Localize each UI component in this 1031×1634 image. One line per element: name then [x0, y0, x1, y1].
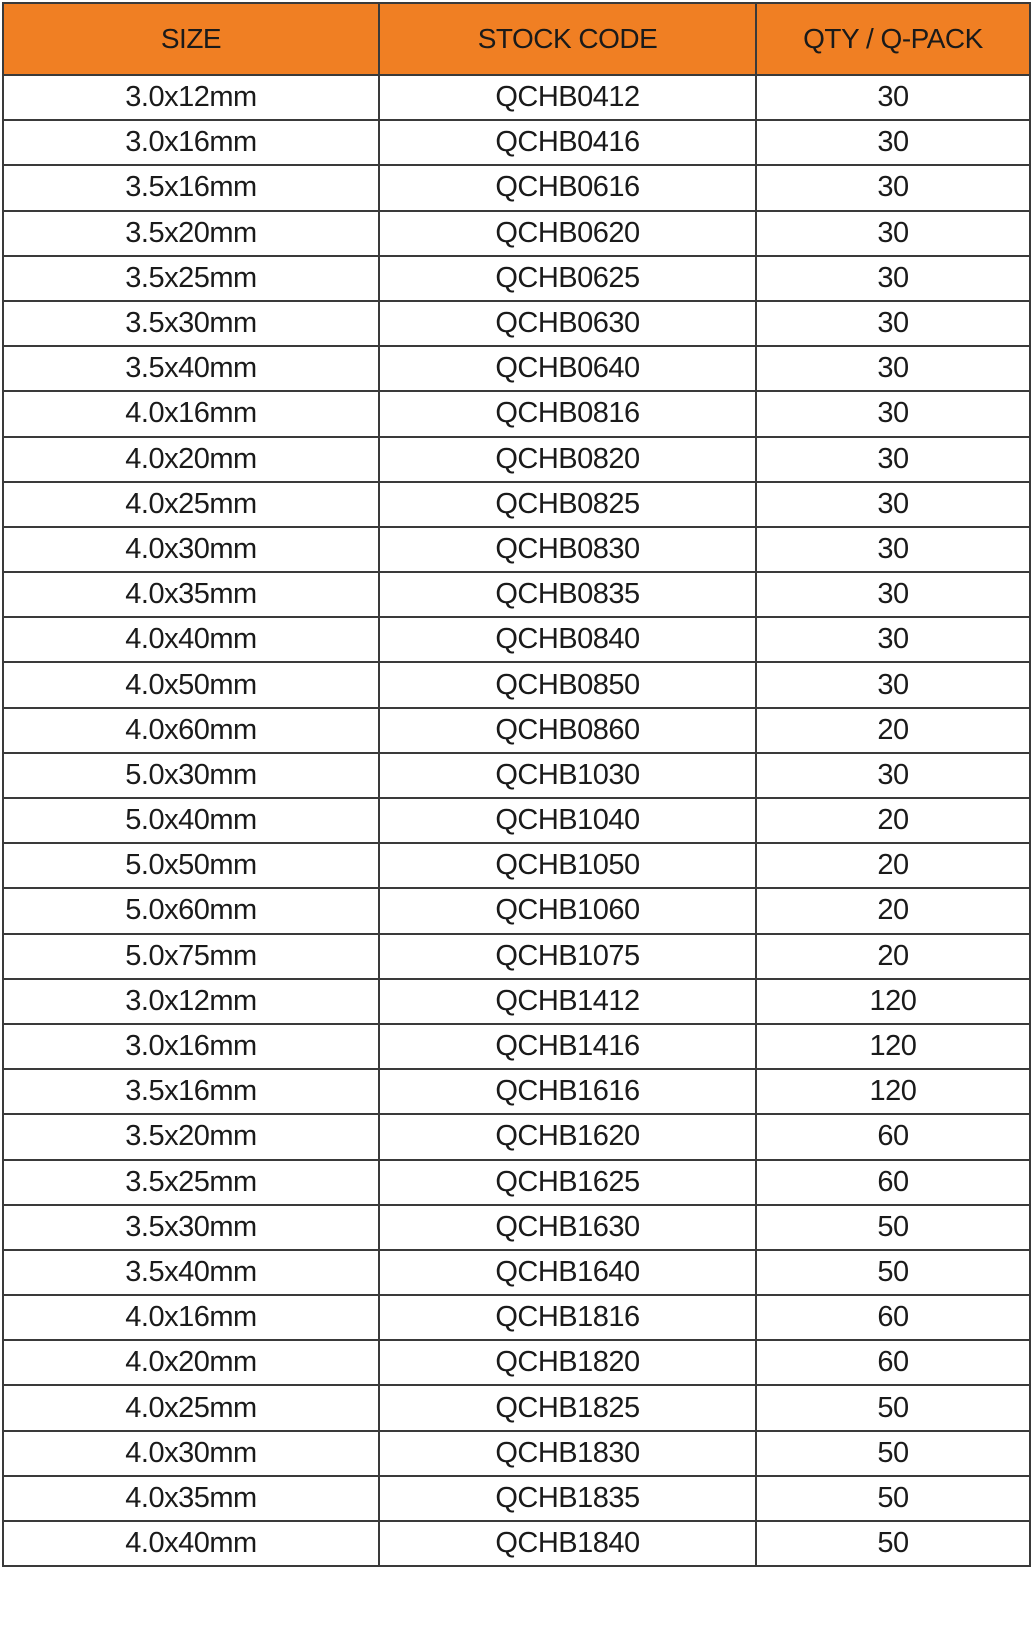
stock-code-cell: QCHB0620 — [379, 211, 756, 256]
stock-code-cell: QCHB0830 — [379, 527, 756, 572]
table-row — [3, 527, 1030, 572]
stock-code-cell: QCHB1030 — [379, 753, 756, 798]
stock-code-cell: QCHB1040 — [379, 798, 756, 843]
size-cell: 4.0x25mm — [3, 482, 379, 527]
table-row — [3, 934, 1030, 979]
qty-cell: 30 — [756, 256, 1030, 301]
stock-code-cell: QCHB0820 — [379, 437, 756, 482]
table-row — [3, 979, 1030, 1024]
qty-cell: 120 — [756, 1024, 1030, 1069]
table-row — [3, 1024, 1030, 1069]
table-row — [3, 1160, 1030, 1205]
qty-cell: 20 — [756, 888, 1030, 933]
table-row — [3, 662, 1030, 707]
size-cell: 3.5x30mm — [3, 1205, 379, 1250]
table-row — [3, 346, 1030, 391]
table-row — [3, 572, 1030, 617]
qty-cell: 30 — [756, 75, 1030, 120]
qty-cell: 30 — [756, 391, 1030, 436]
table-row — [3, 1295, 1030, 1340]
table-row — [3, 165, 1030, 210]
table-row — [3, 1431, 1030, 1476]
size-cell: 3.5x40mm — [3, 1250, 379, 1295]
table-row — [3, 437, 1030, 482]
size-cell: 4.0x20mm — [3, 437, 379, 482]
size-cell: 4.0x16mm — [3, 1295, 379, 1340]
qty-cell: 20 — [756, 934, 1030, 979]
size-cell: 3.5x16mm — [3, 165, 379, 210]
qty-cell: 30 — [756, 662, 1030, 707]
product-table — [2, 2, 1031, 1567]
table-row — [3, 256, 1030, 301]
table-row — [3, 1521, 1030, 1566]
size-cell: 4.0x20mm — [3, 1340, 379, 1385]
stock-code-cell: QCHB0416 — [379, 120, 756, 165]
size-cell: 3.5x30mm — [3, 301, 379, 346]
stock-code-cell: QCHB0616 — [379, 165, 756, 210]
stock-code-cell: QCHB1630 — [379, 1205, 756, 1250]
size-cell: 3.5x20mm — [3, 211, 379, 256]
table-row — [3, 120, 1030, 165]
qty-cell: 30 — [756, 346, 1030, 391]
stock-code-cell: QCHB1050 — [379, 843, 756, 888]
table-row — [3, 1114, 1030, 1159]
size-cell: 3.0x16mm — [3, 120, 379, 165]
stock-code-cell: QCHB0835 — [379, 572, 756, 617]
stock-code-cell: QCHB1616 — [379, 1069, 756, 1114]
qty-cell: 30 — [756, 165, 1030, 210]
size-cell: 3.5x25mm — [3, 1160, 379, 1205]
stock-code-cell: QCHB1825 — [379, 1385, 756, 1430]
header-row — [3, 3, 1030, 75]
size-cell: 3.5x40mm — [3, 346, 379, 391]
table-row — [3, 211, 1030, 256]
size-cell: 3.0x16mm — [3, 1024, 379, 1069]
stock-code-cell: QCHB0630 — [379, 301, 756, 346]
table-row — [3, 753, 1030, 798]
table-row — [3, 1476, 1030, 1521]
size-cell: 3.5x20mm — [3, 1114, 379, 1159]
qty-cell: 60 — [756, 1160, 1030, 1205]
qty-cell: 60 — [756, 1340, 1030, 1385]
size-cell: 4.0x30mm — [3, 1431, 379, 1476]
qty-cell: 20 — [756, 798, 1030, 843]
size-cell: 5.0x50mm — [3, 843, 379, 888]
stock-code-cell: QCHB0816 — [379, 391, 756, 436]
table-row — [3, 391, 1030, 436]
table-row — [3, 708, 1030, 753]
table-row — [3, 798, 1030, 843]
header-qty: QTY / Q-PACK — [756, 3, 1030, 75]
table-row — [3, 1340, 1030, 1385]
qty-cell: 30 — [756, 617, 1030, 662]
qty-cell: 30 — [756, 301, 1030, 346]
qty-cell: 30 — [756, 120, 1030, 165]
stock-code-cell: QCHB1412 — [379, 979, 756, 1024]
qty-cell: 60 — [756, 1114, 1030, 1159]
size-cell: 3.5x25mm — [3, 256, 379, 301]
size-cell: 3.0x12mm — [3, 979, 379, 1024]
stock-code-cell: QCHB1416 — [379, 1024, 756, 1069]
qty-cell: 50 — [756, 1250, 1030, 1295]
size-cell: 4.0x50mm — [3, 662, 379, 707]
stock-code-cell: QCHB0825 — [379, 482, 756, 527]
size-cell: 4.0x35mm — [3, 572, 379, 617]
qty-cell: 30 — [756, 211, 1030, 256]
qty-cell: 60 — [756, 1295, 1030, 1340]
stock-code-cell: QCHB1075 — [379, 934, 756, 979]
size-cell: 4.0x35mm — [3, 1476, 379, 1521]
stock-code-cell: QCHB1816 — [379, 1295, 756, 1340]
qty-cell: 50 — [756, 1521, 1030, 1566]
qty-cell: 30 — [756, 437, 1030, 482]
table-row — [3, 1385, 1030, 1430]
size-cell: 5.0x75mm — [3, 934, 379, 979]
stock-code-cell: QCHB0850 — [379, 662, 756, 707]
qty-cell: 50 — [756, 1476, 1030, 1521]
stock-code-cell: QCHB1620 — [379, 1114, 756, 1159]
table-row — [3, 75, 1030, 120]
table-row — [3, 1250, 1030, 1295]
qty-cell: 20 — [756, 708, 1030, 753]
size-cell: 5.0x60mm — [3, 888, 379, 933]
qty-cell: 30 — [756, 572, 1030, 617]
stock-code-cell: QCHB0640 — [379, 346, 756, 391]
stock-code-cell: QCHB1830 — [379, 1431, 756, 1476]
stock-code-cell: QCHB1625 — [379, 1160, 756, 1205]
header-stock-code: STOCK CODE — [379, 3, 756, 75]
table-row — [3, 1069, 1030, 1114]
qty-cell: 50 — [756, 1385, 1030, 1430]
table-row — [3, 301, 1030, 346]
stock-code-cell: QCHB1835 — [379, 1476, 756, 1521]
qty-cell: 30 — [756, 527, 1030, 572]
qty-cell: 120 — [756, 1069, 1030, 1114]
qty-cell: 50 — [756, 1431, 1030, 1476]
stock-code-cell: QCHB0860 — [379, 708, 756, 753]
size-cell: 4.0x30mm — [3, 527, 379, 572]
size-cell: 3.0x12mm — [3, 75, 379, 120]
table-row — [3, 482, 1030, 527]
stock-code-cell: QCHB0625 — [379, 256, 756, 301]
table-row — [3, 1205, 1030, 1250]
size-cell: 4.0x16mm — [3, 391, 379, 436]
table-header — [3, 3, 1030, 75]
stock-code-cell: QCHB1640 — [379, 1250, 756, 1295]
table-body — [3, 75, 1030, 1566]
size-cell: 5.0x30mm — [3, 753, 379, 798]
header-size: SIZE — [3, 3, 379, 75]
stock-code-cell: QCHB1820 — [379, 1340, 756, 1385]
size-cell: 4.0x60mm — [3, 708, 379, 753]
qty-cell: 20 — [756, 843, 1030, 888]
size-cell: 4.0x40mm — [3, 1521, 379, 1566]
size-cell: 4.0x40mm — [3, 617, 379, 662]
size-cell: 3.5x16mm — [3, 1069, 379, 1114]
qty-cell: 120 — [756, 979, 1030, 1024]
size-cell: 4.0x25mm — [3, 1385, 379, 1430]
stock-code-cell: QCHB0840 — [379, 617, 756, 662]
table-row — [3, 843, 1030, 888]
table-row — [3, 617, 1030, 662]
stock-code-cell: QCHB1060 — [379, 888, 756, 933]
qty-cell: 30 — [756, 482, 1030, 527]
stock-code-cell: QCHB0412 — [379, 75, 756, 120]
size-cell: 5.0x40mm — [3, 798, 379, 843]
stock-code-cell: QCHB1840 — [379, 1521, 756, 1566]
qty-cell: 50 — [756, 1205, 1030, 1250]
qty-cell: 30 — [756, 753, 1030, 798]
table-row — [3, 888, 1030, 933]
